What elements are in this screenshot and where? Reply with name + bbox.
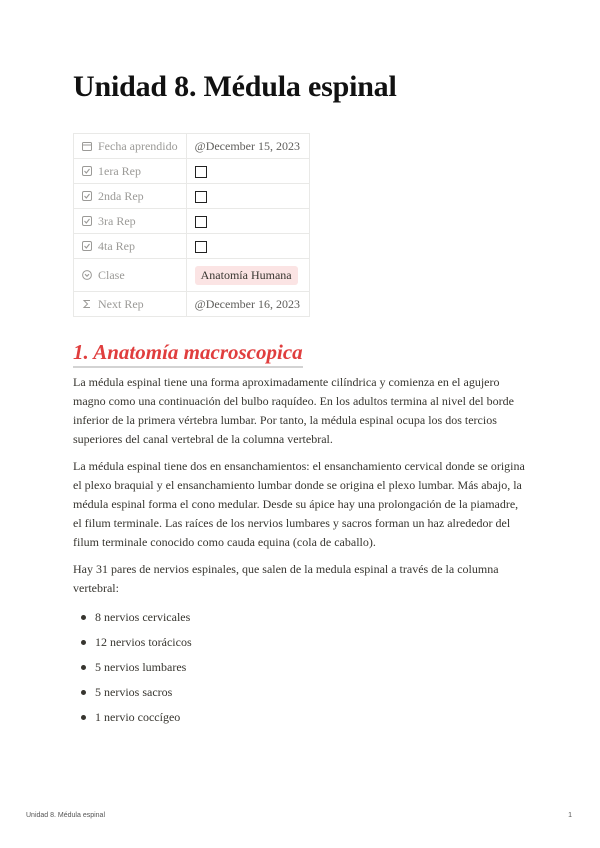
list-item: 5 nervios lumbares <box>95 658 529 683</box>
property-row-3ra-rep <box>74 209 310 234</box>
list-item: 12 nervios torácicos <box>95 633 529 658</box>
property-value-date: @December 16, 2023 <box>186 292 309 317</box>
rep-checkbox[interactable] <box>195 166 207 178</box>
checkbox-property-icon <box>82 191 92 201</box>
properties-table <box>73 133 310 317</box>
property-key-label: Clase <box>98 267 125 282</box>
list-item: 8 nervios cervicales <box>95 608 529 633</box>
paragraph: La médula espinal tiene una forma aproximadamente cilíndrica y comienza en el agujero magno como una continuación del bulbo raquídeo. En los adultos termina al nivel del borde inferior de la primera vértebra lumbar. Por tanto, la médula espinal ocupa los dos tercios superiores del canal vertebral de la columna vertebral. <box>73 375 514 446</box>
property-key-label: Fecha aprendido <box>98 138 178 153</box>
property-value-date[interactable]: @December 15, 2023 <box>186 134 309 159</box>
property-key-cell <box>74 234 187 259</box>
property-key-cell <box>74 292 187 317</box>
select-icon <box>82 270 92 280</box>
rep-checkbox[interactable] <box>195 216 207 228</box>
property-value-cell <box>186 159 309 184</box>
property-row-next-rep <box>74 292 310 317</box>
property-row-2nda-rep <box>74 184 310 209</box>
property-value-cell <box>186 184 309 209</box>
property-row-clase <box>74 259 310 292</box>
checkbox-property-icon <box>82 166 92 176</box>
footer-title: Unidad 8. Médula espinal <box>26 812 105 819</box>
rep-checkbox[interactable] <box>195 191 207 203</box>
property-row-1era-rep <box>74 159 310 184</box>
list-item: 1 nervio coccígeo <box>95 708 529 733</box>
nerves-list <box>73 608 529 733</box>
list-item: 5 nervios sacros <box>95 683 529 708</box>
property-key-label: 1era Rep <box>98 163 141 178</box>
property-key-label: 3ra Rep <box>98 213 136 228</box>
property-row-4ta-rep <box>74 234 310 259</box>
rep-checkbox[interactable] <box>195 241 207 253</box>
page-number: 1 <box>568 812 572 819</box>
property-key-cell <box>74 134 187 159</box>
checkbox-property-icon <box>82 216 92 226</box>
calendar-icon <box>82 141 92 151</box>
checkbox-property-icon <box>82 241 92 251</box>
property-key-label: Next Rep <box>98 296 144 311</box>
property-key-cell <box>74 184 187 209</box>
property-value-cell <box>186 209 309 234</box>
property-key-label: 2nda Rep <box>98 188 144 203</box>
property-key-cell <box>74 259 187 292</box>
sigma-icon <box>82 299 92 309</box>
page-title: Unidad 8. Médula espinal <box>73 70 397 103</box>
property-row-fecha-aprendido <box>74 134 310 159</box>
class-tag[interactable]: Anatomía Humana <box>195 266 298 285</box>
property-key-label: 4ta Rep <box>98 238 135 253</box>
property-value-cell <box>186 259 309 292</box>
property-key-cell <box>74 159 187 184</box>
section-anatomia-macroscopica <box>73 340 529 733</box>
section-heading: 1. Anatomía macroscopica <box>73 340 303 368</box>
property-value-cell <box>186 234 309 259</box>
paragraph: Hay 31 pares de nervios espinales, que salen de la medula espinal a través de la columna vertebral: <box>73 562 499 595</box>
property-key-cell <box>74 209 187 234</box>
paragraph: La médula espinal tiene dos en ensanchamientos: el ensanchamiento cervical donde se origina el plexo braquial y el ensanchamiento lumbar donde se origina el plexo lumbar. Más abajo, la médula espinal forma el cono medular. Desde su ápice hay una prolongación de la piamadre, el filum terminale. Las raíces de los nervios lumbares y sacros forman un haz alrededor del filum terminale conocido como cauda equina (cola de caballo). <box>73 459 525 549</box>
